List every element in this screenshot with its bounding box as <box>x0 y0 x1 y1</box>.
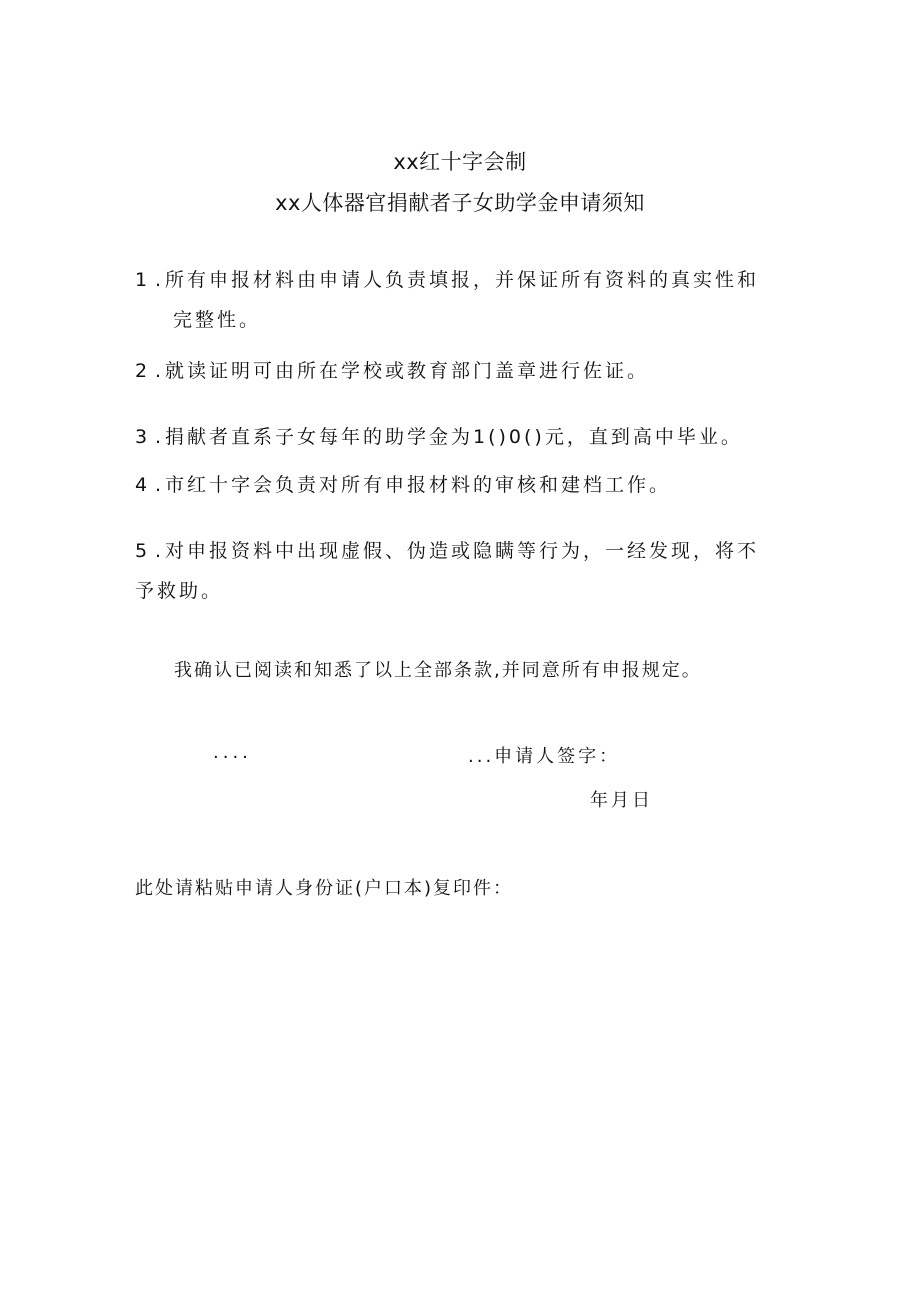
id-copy-paste-note: 此处请粘贴申请人身份证(户口本)复印件： <box>135 878 514 899</box>
notice-item-3-line1 <box>135 417 805 457</box>
issuer-title: xx红十字会制 <box>393 150 527 174</box>
item-number: 2 <box>135 360 151 382</box>
item-text: 对申报资料中出现虚假、伪造或隐瞒等行为，一经发现，将不 <box>165 540 760 562</box>
item-text: 所有申报材料由申请人负责填报，并保证所有资料的真实性和 <box>165 269 760 291</box>
notice-item-5 <box>135 531 805 611</box>
item-number: 4 <box>135 474 151 496</box>
item-dot: . <box>155 540 165 562</box>
notice-title: xx人体器官捐献者子女助学金申请须知 <box>275 191 645 215</box>
item-number: 1 <box>135 269 151 291</box>
notice-item-1-line1 <box>135 260 805 300</box>
signature-date: 年月日 <box>590 790 653 811</box>
signature-right-dots: ... <box>468 746 495 767</box>
item-dot: . <box>155 269 165 291</box>
notice-item-4 <box>135 465 805 505</box>
item-text: 市红十字会负责对所有申报材料的审核和建档工作。 <box>165 474 672 496</box>
item-text: 就读证明可由所在学校或教育部门盖章进行佐证。 <box>165 360 650 382</box>
item-number: 3 <box>135 426 151 448</box>
item-text: 捐献者直系子女每年的助学金为1()0()元，直到高中毕业。 <box>165 426 743 448</box>
signature-label: 申请人签字： <box>494 746 621 767</box>
confirmation-statement: 我确认已阅读和知悉了以上全部条款,并同意所有申报规定。 <box>174 660 702 681</box>
signature-left-dots: .... <box>213 742 252 763</box>
notice-item-1 <box>135 260 805 340</box>
item-dot: . <box>155 474 165 496</box>
notice-item-2 <box>135 351 805 391</box>
notice-item-5-line2: 予救助。 <box>135 580 224 602</box>
applicant-signature-line <box>468 742 620 768</box>
notice-item-1-line2: 完整性。 <box>173 309 262 331</box>
notice-item-2-line1 <box>135 351 805 391</box>
item-dot: . <box>155 426 165 448</box>
notice-item-5-line1 <box>135 531 805 571</box>
notice-item-4-line1 <box>135 465 805 505</box>
notice-item-3 <box>135 417 805 457</box>
item-number: 5 <box>135 540 151 562</box>
item-dot: . <box>155 360 165 382</box>
